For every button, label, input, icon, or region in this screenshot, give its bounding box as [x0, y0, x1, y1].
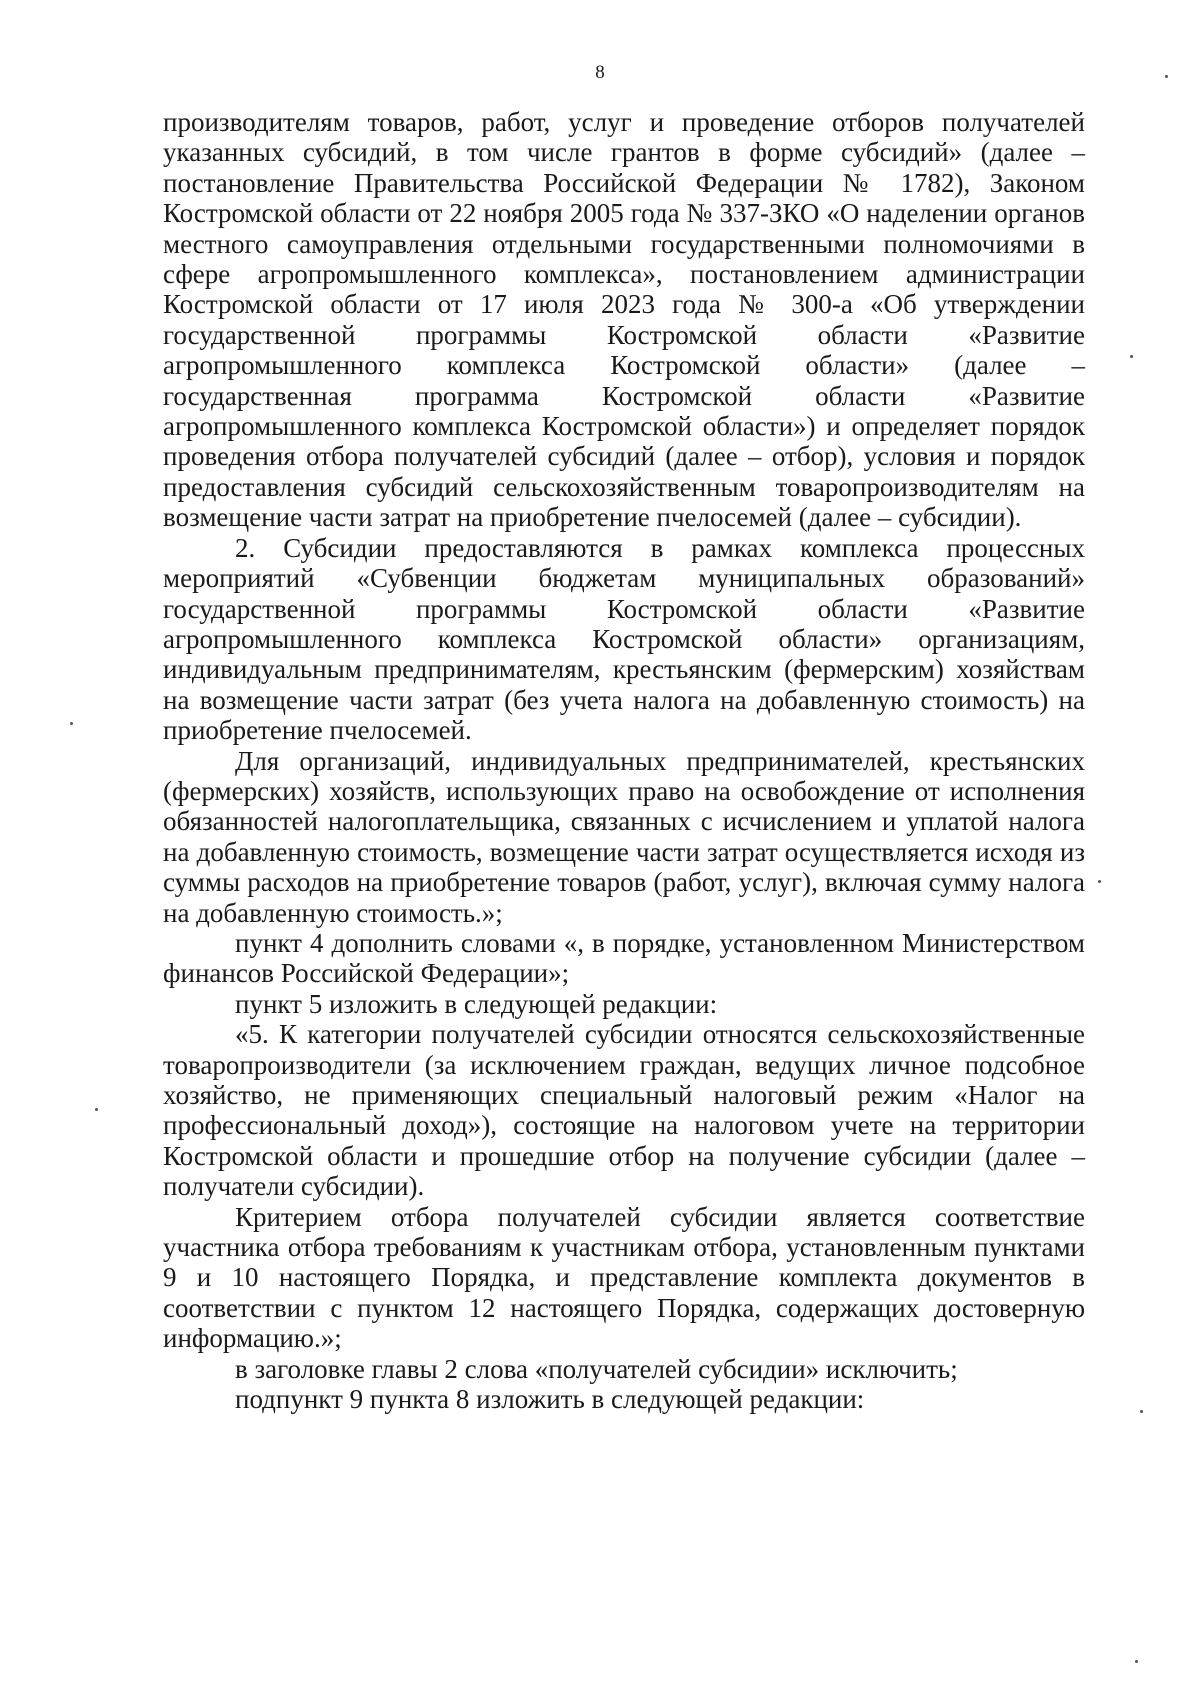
- paragraph-subitem-9: подпункт 9 пункта 8 изложить в следующей редакции:: [235, 1384, 865, 1415]
- scan-speck: [1140, 1410, 1143, 1413]
- page-number: 8: [595, 62, 605, 83]
- scan-speck: [1165, 75, 1168, 78]
- scan-speck: [1135, 1660, 1138, 1663]
- paragraph-continuation: производителям товаров, работ, услуг и проведение отборов получателей указанных субсидий, в том числе грантов в форме субсидий» (далее – постановление Правительства Российской Федерации № 1782), Законом Костромской области от 22 ноября 2005 года № 337-ЗКО «О наделении органов местного самоуправления отдельными государственными полномочиями в сфере агропромышленного комплекса», постановлением администрации Костромской области от 17 июля 2023 года № 300-а «Об утверждении государственной программы Костромской области «Развитие агропромышленного комплекса Костромской области» (далее – государственная программа Костромской области «Развитие агропромышленного комплекса Костромской области») и определяет порядок проведения отбора получателей субсидий (далее – отбор), условия и порядок предоставления субсидий сельскохозяйственным товаропроизводителям на возмещение части затрат на приобретение пчелосемей (далее – субсидии).: [163, 107, 1085, 533]
- paragraph-item-4-amendment: пункт 4 дополнить словами «, в порядке, установленном Министерством финансов Российской Федерации»;: [163, 927, 1085, 989]
- paragraph-item-2: 2. Субсидии предоставляются в рамках комплекса процессных мероприятий «Субвенции бюджетам муниципальных образований» государственной программы Костромской области «Развитие агропромышленного комплекса Костромской области» организациям, индивидуальным предпринимателям, крестьянским (фермерским) хозяйствам на возмещение части затрат (без учета налога на добавленную стоимость) на приобретение пчелосемей.: [163, 532, 1085, 746]
- paragraph-item-5: «5. К категории получателей субсидии относятся сельскохозяйственные товаропроизводители (за исключением граждан, ведущих личное подсобное хозяйство, не применяющих специальный налоговый режим «Налог на профессиональный доход»), состоящие на налоговом учете на территории Костромской области и прошедшие отбор на получение субсидии (далее – получатели субсидии).: [163, 1019, 1085, 1202]
- paragraph-selection-criterion: Критерием отбора получателей субсидии является соответствие участника отбора требованиям к участникам отбора, установленным пунктами 9 и 10 настоящего Порядка, и представление комплекта документов в соответствии с пунктом 12 настоящего Порядка, содержащих достоверную информацию.»;: [163, 1201, 1085, 1354]
- paragraph-chapter-2-heading: в заголовке главы 2 слова «получателей субсидии» исключить;: [235, 1353, 958, 1384]
- scan-speck: [1130, 355, 1133, 358]
- document-body: [163, 107, 1085, 1414]
- paragraph-item-5-intro: пункт 5 изложить в следующей редакции:: [235, 988, 718, 1019]
- scan-speck: [70, 722, 73, 725]
- scan-speck: [95, 1108, 98, 1111]
- scan-speck: [1098, 880, 1101, 883]
- paragraph-vat-exemption: Для организаций, индивидуальных предпринимателей, крестьянских (фермерских) хозяйств, использующих право на освобождение от исполнения обязанностей налогоплательщика, связанных с исчислением и уплатой налога на добавленную стоимость, возмещение части затрат осуществляется исходя из суммы расходов на приобретение товаров (работ, услуг), включая сумму налога на добавленную стоимость.»;: [163, 745, 1085, 928]
